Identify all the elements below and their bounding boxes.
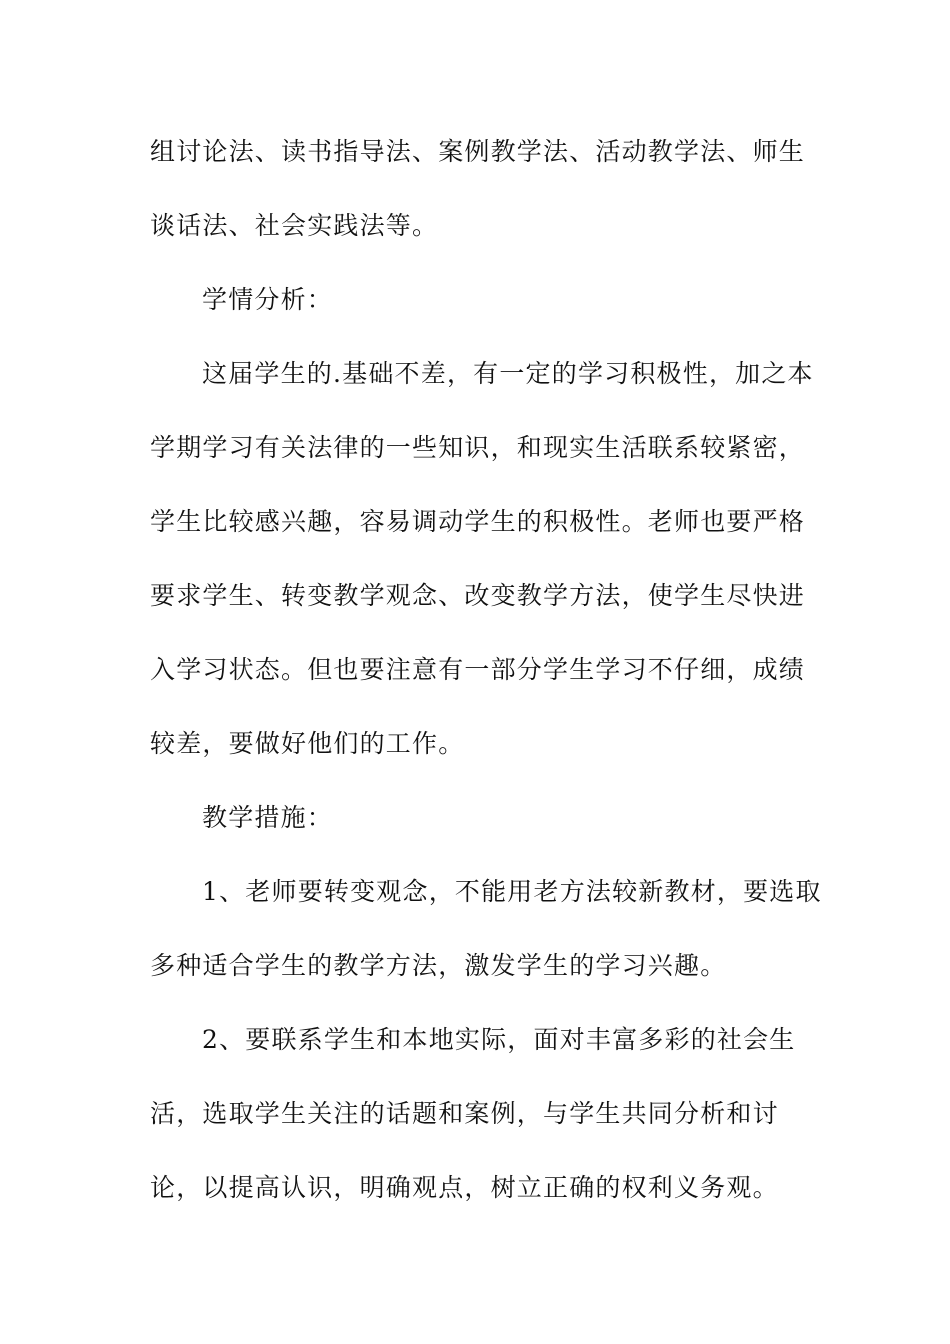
paragraph-line: 组讨论法、读书指导法、案例教学法、活动教学法、师生: [150, 137, 806, 166]
paragraph-line: 论，以提高认识，明确观点，树立正确的权利义务观。: [150, 1173, 779, 1202]
paragraph-line: 要求学生、转变教学观念、改变教学方法，使学生尽快进: [150, 581, 806, 610]
paragraph-line: 多种适合学生的教学方法，激发学生的学习兴趣。: [150, 951, 727, 980]
paragraph-line: 学期学习有关法律的一些知识，和现实生活联系较紧密，: [150, 433, 806, 462]
paragraph-line: 谈话法、社会实践法等。: [150, 211, 439, 240]
paragraph-line: 活，选取学生关注的话题和案例，与学生共同分析和讨: [150, 1099, 779, 1128]
section-heading: 教学措施：: [202, 803, 334, 832]
section-heading: 学情分析：: [202, 285, 334, 314]
paragraph-line: 较差，要做好他们的工作。: [150, 729, 465, 758]
paragraph-line: 1、老师要转变观念，不能用老方法较新教材，要选取: [202, 877, 822, 906]
paragraph-line: 入学习状态。但也要注意有一部分学生学习不仔细，成绩: [150, 655, 806, 684]
paragraph-line: 这届学生的.基础不差，有一定的学习积极性，加之本: [202, 359, 814, 388]
paragraph-line: 2、要联系学生和本地实际，面对丰富多彩的社会生: [202, 1025, 796, 1054]
paragraph-line: 学生比较感兴趣，容易调动学生的积极性。老师也要严格: [150, 507, 806, 536]
